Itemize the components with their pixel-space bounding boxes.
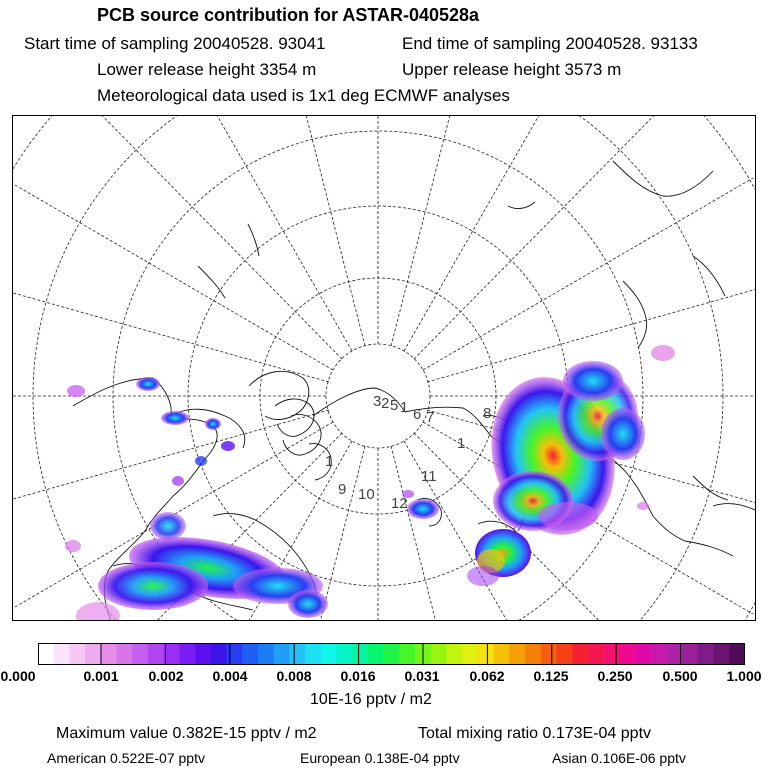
scale-tick-11: 1.000 — [726, 668, 762, 684]
meridian-lines — [13, 116, 756, 621]
scale-swatch — [289, 643, 305, 665]
upper-release-height: Upper release height 3573 m — [402, 60, 622, 79]
scale-swatch — [729, 643, 745, 665]
map-label-5: 6 — [413, 406, 422, 423]
scale-swatch — [478, 643, 494, 665]
scale-tick-2: 0.002 — [148, 668, 184, 684]
map-label-8: 1 — [457, 435, 466, 452]
scale-tick-8: 0.125 — [533, 668, 569, 684]
asian-contribution: Asian 0.106E-06 pptv — [552, 750, 686, 766]
map-label-4: 1 — [400, 399, 409, 416]
scale-tick-3: 0.004 — [212, 668, 248, 684]
map-label-9: 1 — [325, 453, 334, 470]
scale-swatch — [368, 643, 384, 665]
scale-swatch — [604, 643, 620, 665]
scale-swatch — [321, 643, 337, 665]
scale-swatch — [195, 643, 211, 665]
polar-stereographic-map — [12, 115, 756, 621]
scale-swatch — [227, 643, 243, 665]
meteorological-data-note: Meteorological data used is 1x1 deg ECMWF analyses — [97, 86, 510, 105]
scale-swatch — [337, 643, 353, 665]
scale-swatch — [509, 643, 525, 665]
scale-swatch — [69, 643, 85, 665]
maximum-value: Maximum value 0.382E-15 pptv / m2 — [56, 725, 317, 742]
sampling-start-time: Start time of sampling 20040528. 93041 — [24, 34, 326, 53]
european-contribution: European 0.138E-04 pptv — [300, 750, 460, 766]
scale-swatch — [274, 643, 290, 665]
map-label-6: 7 — [426, 409, 435, 426]
scale-swatch — [431, 643, 447, 665]
scale-swatch — [132, 643, 148, 665]
map-label-13: 9 — [338, 481, 347, 498]
scale-swatch — [179, 643, 195, 665]
scale-swatch — [714, 643, 730, 665]
scale-swatch — [117, 643, 133, 665]
scale-swatch — [682, 643, 698, 665]
map-label-12: 12 — [391, 495, 408, 512]
scale-swatch — [698, 643, 714, 665]
scale-swatch — [54, 643, 70, 665]
scale-swatch — [635, 643, 651, 665]
scale-tick-10: 0.500 — [662, 668, 698, 684]
scale-swatch — [384, 643, 400, 665]
american-contribution: American 0.522E-07 pptv — [47, 750, 205, 766]
concentration-field — [65, 345, 675, 621]
scale-swatch — [211, 643, 227, 665]
scale-tick-5: 0.016 — [340, 668, 376, 684]
map-canvas — [13, 116, 756, 621]
scale-swatch — [352, 643, 368, 665]
scale-swatch — [258, 643, 274, 665]
sampling-end-time: End time of sampling 20040528. 93133 — [402, 34, 698, 53]
scale-swatch — [399, 643, 415, 665]
scale-swatch — [242, 643, 258, 665]
scale-swatch — [619, 643, 635, 665]
scale-units: 10E-16 pptv / m2 — [310, 691, 432, 708]
scale-tick-1: 0.001 — [83, 668, 119, 684]
scale-tick-9: 0.250 — [597, 668, 633, 684]
map-label-10: 11 — [421, 468, 437, 485]
scale-swatch — [541, 643, 557, 665]
scale-swatch — [525, 643, 541, 665]
latitude-circles — [13, 116, 756, 621]
scale-swatch — [462, 643, 478, 665]
scale-swatch — [651, 643, 667, 665]
scale-tick-4: 0.008 — [276, 668, 312, 684]
map-label-2: 2 — [381, 395, 390, 412]
scale-swatch — [494, 643, 510, 665]
map-label-1: 3 — [373, 393, 382, 410]
scale-swatch — [38, 643, 54, 665]
scale-tick-7: 0.062 — [469, 668, 505, 684]
map-label-7: 8 — [483, 405, 492, 422]
map-title: PCB source contribution for ASTAR-040528a — [97, 5, 480, 25]
scale-swatch — [588, 643, 604, 665]
scale-swatch — [556, 643, 572, 665]
total-mixing-ratio: Total mixing ratio 0.173E-04 pptv — [418, 725, 652, 742]
scale-swatch — [446, 643, 462, 665]
map-label-11: 10 — [358, 486, 375, 503]
scale-swatch — [85, 643, 101, 665]
scale-swatch — [666, 643, 682, 665]
scale-swatch — [164, 643, 180, 665]
map-label-3: 5 — [390, 397, 399, 414]
lower-release-height: Lower release height 3354 m — [97, 60, 317, 79]
scale-swatch — [572, 643, 588, 665]
scale-swatch — [305, 643, 321, 665]
scale-tick-0: 0.000 — [0, 668, 36, 684]
scale-swatch — [101, 643, 117, 665]
color-scale-bar — [38, 643, 745, 665]
scale-tick-6: 0.031 — [404, 668, 440, 684]
scale-swatch — [148, 643, 164, 665]
